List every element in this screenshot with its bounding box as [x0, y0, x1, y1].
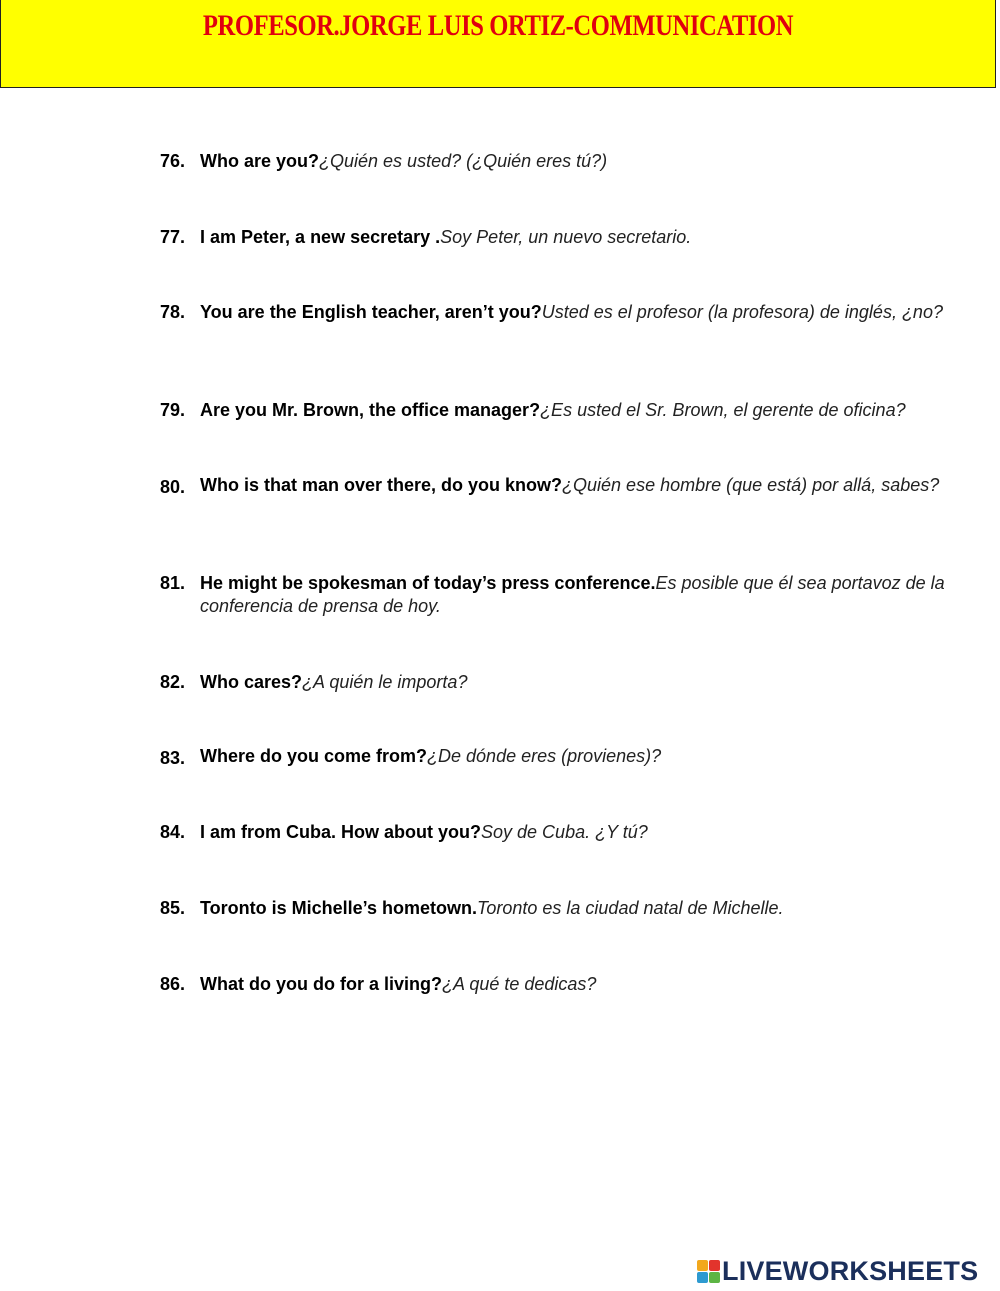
logo-text: LIVEWORKSHEETS [722, 1255, 979, 1286]
list-item [160, 973, 995, 996]
english-sentence: Who are you? [200, 151, 320, 171]
list-item [160, 671, 995, 694]
spanish-translation: Soy de Cuba. ¿Y tú? [481, 822, 648, 842]
liveworksheets-logo [697, 1256, 978, 1286]
english-sentence: I am from Cuba. How about you? [200, 822, 482, 842]
item-number: 76. [160, 151, 186, 171]
liveworksheets-logo-icon [697, 1260, 720, 1283]
list-item [160, 745, 995, 768]
item-number: 77. [160, 227, 186, 247]
spanish-translation: Usted es el profesor (la profesora) de inglés, ¿no? [541, 302, 943, 322]
item-number: 79. [160, 400, 186, 420]
list-item [160, 399, 995, 422]
spanish-translation: ¿A qué te dedicas? [441, 974, 597, 994]
item-number: 82. [160, 672, 186, 692]
english-sentence: Are you Mr. Brown, the office manager? [200, 400, 541, 420]
spanish-translation: ¿Es usted el Sr. Brown, el gerente de oficina? [540, 400, 906, 420]
spanish-translation: ¿A quién le importa? [302, 672, 468, 692]
item-number: 86. [160, 974, 186, 994]
list-item [160, 821, 995, 844]
list-item [160, 897, 995, 920]
item-number: 80. [160, 477, 186, 497]
list-item [160, 474, 995, 497]
spanish-translation: ¿Quién es usted? (¿Quién eres tú?) [319, 151, 608, 171]
english-sentence: Where do you come from? [200, 746, 428, 766]
header-banner [0, 0, 996, 88]
english-sentence: He might be spokesman of today’s press conference. [200, 573, 656, 593]
spanish-translation: Es posible que él sea portavoz de la conferencia de prensa de hoy. [200, 573, 945, 616]
list-item [160, 301, 995, 324]
english-sentence: Toronto is Michelle’s hometown. [200, 898, 478, 918]
list-item [160, 572, 995, 618]
item-number: 85. [160, 898, 186, 918]
english-sentence: I am Peter, a new secretary . [200, 227, 441, 247]
english-sentence: You are the English teacher, aren’t you? [200, 302, 542, 322]
english-sentence: Who cares? [200, 672, 303, 692]
spanish-translation: ¿Quién ese hombre (que está) por allá, sabes? [562, 475, 940, 495]
spanish-translation: Toronto es la ciudad natal de Michelle. [477, 898, 784, 918]
english-sentence: What do you do for a living? [200, 974, 442, 994]
list-item [160, 150, 995, 173]
item-number: 84. [160, 822, 186, 842]
item-number: 78. [160, 302, 186, 322]
item-number: 83. [160, 748, 186, 768]
english-sentence: Who is that man over there, do you know? [200, 475, 563, 495]
list-item [160, 226, 995, 249]
spanish-translation: Soy Peter, un nuevo secretario. [440, 227, 692, 247]
spanish-translation: ¿De dónde eres (provienes)? [427, 746, 662, 766]
item-number: 81. [160, 573, 186, 593]
page-title: PROFESOR.JORGE LUIS ORTIZ-COMMUNICATION [202, 9, 794, 42]
